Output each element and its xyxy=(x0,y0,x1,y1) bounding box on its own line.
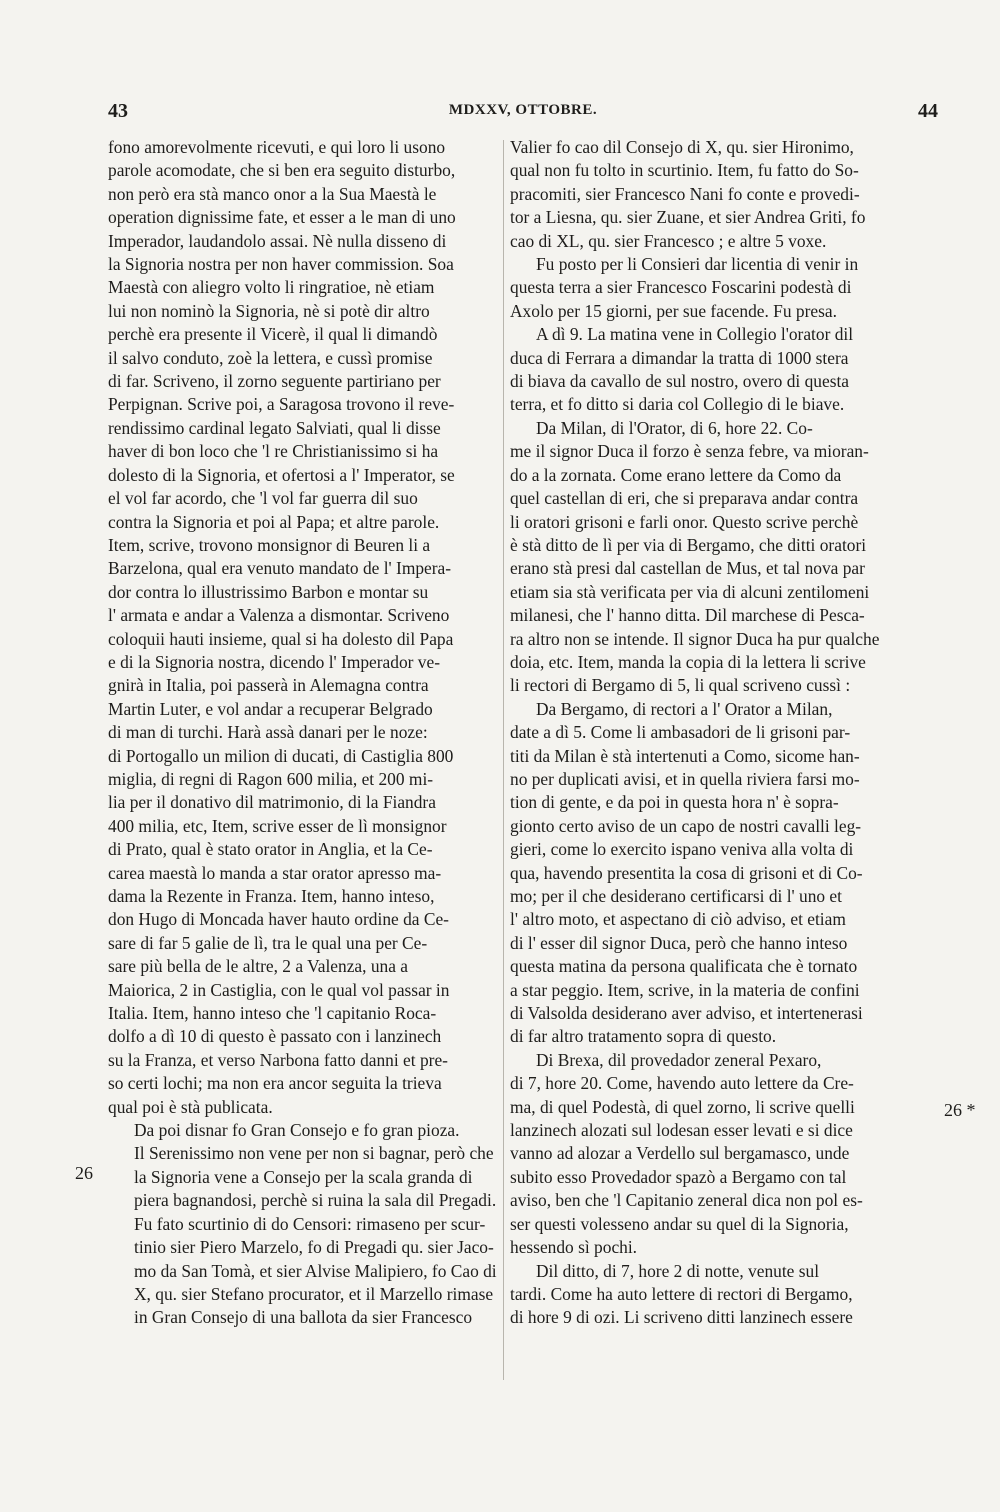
text-line: l' altro moto, et aspectano di ciò adviso, et etiam xyxy=(510,909,846,930)
text-line: gieri, come lo exercito ispano veniva alla volta di xyxy=(510,839,854,860)
text-line: vanno ad alozar a Verdello sul bergamasco, unde xyxy=(510,1143,850,1164)
text-line: operation dignissime fate, et esser a le man di uno xyxy=(108,207,456,228)
running-header xyxy=(108,100,938,126)
page-number-left: 43 xyxy=(108,100,128,122)
paragraph xyxy=(108,136,498,1119)
text-line: Imperador, laudandolo assai. Nè nulla disseno di xyxy=(108,230,447,251)
margin-note-left: 26 xyxy=(75,1163,93,1183)
text-line: gnirà in Italia, poi passerà in Alemagna contra xyxy=(108,675,429,696)
text-line: Martin Luter, e vol andar a recuperar Belgrado xyxy=(108,698,433,719)
column-divider xyxy=(503,140,504,1380)
text-line: date a dì 5. Come li ambasadori de li grisoni par- xyxy=(510,722,851,743)
text-line: Da Bergamo, di rectori a l' Orator a Milan, xyxy=(536,698,833,719)
text-line: X, qu. sier Stefano procurator, et il Marzello rimase xyxy=(134,1283,494,1304)
text-line: sare più bella de le altre, 2 a Valenza, una a xyxy=(108,956,409,977)
text-line: è stà ditto de lì per via di Bergamo, che ditti oratori xyxy=(510,534,867,555)
text-line: etiam sia stà verificata per via di alcuni zentilomeni xyxy=(510,581,870,602)
text-line: mo; per il che desiderano certificarsi di l' uno et xyxy=(510,886,842,906)
text-line: il salvo conduto, zoè la lettera, e cussì promise xyxy=(108,347,433,368)
text-line: lanzinech alozati sul lodesan esser levati e si dice xyxy=(510,1120,853,1141)
text-line: di hore 9 di ozi. Li scriveno ditti lanzinech essere xyxy=(510,1307,853,1328)
text-line: Fu posto per li Consieri dar licentia di venir in xyxy=(536,254,859,275)
text-line: do a la zornata. Come erano lettere da Como da xyxy=(510,464,842,485)
text-line: di Valsolda desiderano aver adviso, et intertenerasi xyxy=(510,1003,863,1024)
text-line: Fu fato scurtinio di do Censori: rimaseno per scur- xyxy=(134,1213,486,1234)
text-line: rendissimo cardinal legato Salviati, qual li disse xyxy=(108,417,441,438)
text-line: haver di bon loco che 'l re Christianissimo si ha xyxy=(108,441,439,462)
left-column xyxy=(108,136,498,1330)
text-line: coloquii hauti insieme, qual si ha dolesto dil Papa xyxy=(108,628,454,649)
text-line: dor contra lo illustrissimo Barbon e montar su xyxy=(108,581,429,602)
text-line: Perpignan. Scrive poi, a Saragosa trovono il reve- xyxy=(108,394,455,415)
text-line: tardi. Come ha auto lettere di rectori di Bergamo, xyxy=(510,1283,853,1304)
text-line: terra, et fo ditto si daria col Collegio di le biave. xyxy=(510,394,845,415)
text-line: la Signoria vene a Consejo per la scala granda di xyxy=(134,1166,473,1187)
text-line: milanesi, che l' hanno ditta. Dil marchese di Pesca- xyxy=(510,605,865,626)
text-line: qua, havendo presentita la cosa di grisoni et di Co- xyxy=(510,862,863,883)
paragraph xyxy=(510,1260,928,1330)
text-line: ra altro non se intende. Il signor Duca ha pur qualche xyxy=(510,628,880,649)
text-line: qual non fu tolto in scurtinio. Item, fu fatto do So- xyxy=(510,160,859,181)
page-number-right: 44 xyxy=(918,100,938,122)
paragraph xyxy=(510,1049,928,1260)
text-line: sare di far 5 galie de lì, tra le qual una per Ce- xyxy=(108,932,428,953)
text-line: Italia. Item, hanno inteso che 'l capitanio Roca- xyxy=(108,1003,437,1024)
text-line: miglia, di regni di Ragon 600 milia, et 200 mi- xyxy=(108,768,434,789)
text-line: questa terra a sier Francesco Foscarini podestà di xyxy=(510,277,852,298)
text-line: li rectori di Bergamo di 5, li qual scriveno cussì : xyxy=(510,675,851,696)
text-line: duca di Ferrara a dimandar la tratta di 1000 stera xyxy=(510,347,849,368)
text-line: aviso, ben che 'l Capitanio zeneral dica non pol es- xyxy=(510,1190,863,1211)
text-line: e di la Signoria nostra, dicendo l' Imperador ve- xyxy=(108,651,441,672)
text-line: tinio sier Piero Marzelo, fo di Pregadi qu. sier Jaco- xyxy=(134,1237,494,1258)
text-line: a star peggio. Item, scrive, in la materia de confini xyxy=(510,979,860,1000)
text-line: questa matina da persona qualificata che è tornato xyxy=(510,956,858,977)
text-line: di Prato, qual è stato orator in Anglia, et la Ce- xyxy=(108,839,433,860)
text-line: Il Serenissimo non vene per non si bagnar, però che xyxy=(134,1143,494,1164)
text-line: dolfo a dì 10 di questo è passato con i lanzinech xyxy=(108,1026,442,1047)
text-line: di far altro tratamento sopra di questo. xyxy=(510,1026,777,1047)
text-line: tor a Liesna, qu. sier Zuane, et sier Andrea Griti, fo xyxy=(510,207,866,228)
text-line: di biava da cavallo de sul nostro, overo di questa xyxy=(510,371,850,392)
text-line: lui non nominò la Signoria, nè si potè dir altro xyxy=(108,300,430,321)
text-line: parole acomodate, che si ben era seguito disturbo, xyxy=(108,160,456,181)
text-line: contra la Signoria et poi al Papa; et altre parole. xyxy=(108,511,440,532)
text-line: qual poi è stà publicata. xyxy=(108,1096,273,1117)
text-line: in Gran Consejo di una ballota da sier Francesco xyxy=(134,1307,473,1328)
margin-note-right: 26 * xyxy=(944,1100,976,1120)
text-line: ma, di quel Podestà, di quel zorno, li scrive quelli xyxy=(510,1096,855,1117)
text-line: me il signor Duca il forzo è senza febre, va mioran- xyxy=(510,441,869,462)
text-line: dama la Rezente in Franza. Item, hanno inteso, xyxy=(108,886,435,906)
text-line: Valier fo cao dil Consejo di X, qu. sier Hironimo, xyxy=(510,137,854,157)
text-line: la Signoria nostra per non haver commission. Soa xyxy=(108,254,454,275)
text-line: so certi lochi; ma non era ancor seguita la trieva xyxy=(108,1073,442,1094)
text-line: el vol far acordo, che 'l vol far guerra dil suo xyxy=(108,488,418,509)
text-line: no per duplicati avisi, et in quella riviera farsi mo- xyxy=(510,768,860,789)
text-line: di man di turchi. Harà assà danari per le noze: xyxy=(108,722,428,743)
text-line: perchè era presente il Vicerè, il qual li dimandò xyxy=(108,324,438,345)
text-line: erano stà presi dal castellan de Mus, et tal nova par xyxy=(510,558,865,579)
text-line: l' armata e andar a Valenza a dismontar. Scriveno xyxy=(108,605,450,626)
text-line: ser questi volesseno andar su quel di la Signoria, xyxy=(510,1213,849,1234)
running-title: MDXXV, OTTOBRE. xyxy=(448,102,598,118)
paragraph xyxy=(510,698,928,1049)
paragraph xyxy=(510,417,928,698)
text-line: su la Franza, et verso Narbona fatto danni et pre- xyxy=(108,1049,448,1070)
text-line: doia, etc. Item, manda la copia di la lettera li scrive xyxy=(510,651,866,672)
text-line: Da poi disnar fo Gran Consejo e fo gran pioza. xyxy=(134,1120,460,1141)
text-line: mo da San Tomà, et sier Alvise Malipiero, fo Cao di xyxy=(134,1260,497,1281)
text-line: di Portogallo un milion di ducati, di Castiglia 800 xyxy=(108,745,454,766)
paragraph xyxy=(510,253,928,323)
paragraph xyxy=(510,323,928,417)
text-line: subito esso Provedador spazò a Bergamo con tal xyxy=(510,1166,847,1187)
text-line: hessendo sì pochi. xyxy=(510,1237,638,1258)
text-line: Axolo per 15 giorni, per sue facende. Fu presa. xyxy=(510,300,837,321)
right-column xyxy=(510,136,928,1330)
text-line: lia per il donativo dil matrimonio, di la Fiandra xyxy=(108,792,436,813)
text-line: tion di gente, e da poi in questa hora n' è sopra- xyxy=(510,792,839,813)
text-line: cao di XL, qu. sier Francesco ; e altre 5 voxe. xyxy=(510,230,827,251)
text-line: Barzelona, qual era venuto mandato de l' Impera- xyxy=(108,558,452,579)
text-line: li oratori grisoni e farli onor. Questo scrive perchè xyxy=(510,511,859,532)
text-line: di 7, hore 20. Come, havendo auto lettere da Cre- xyxy=(510,1073,854,1094)
text-line: Di Brexa, dil provedador zeneral Pexaro, xyxy=(536,1049,822,1070)
text-line: A dì 9. La matina vene in Collegio l'orator dil xyxy=(536,324,854,345)
text-line: Item, scrive, trovono monsignor di Beuren li a xyxy=(108,534,431,555)
text-line: di l' esser dil signor Duca, però che hanno inteso xyxy=(510,932,848,953)
text-line: Dil ditto, di 7, hore 2 di notte, venute sul xyxy=(536,1260,820,1281)
text-line: titi da Milan è stà intertenuti a Como, sicome han- xyxy=(510,745,860,766)
text-line: carea maestà lo manda a star orator apresso ma- xyxy=(108,862,442,883)
paragraph xyxy=(108,1119,498,1330)
text-line: don Hugo di Moncada haver hauto ordine da Ce- xyxy=(108,909,449,930)
text-line: Da Milan, di l'Orator, di 6, hore 22. Co- xyxy=(536,417,813,438)
paragraph xyxy=(510,136,928,253)
text-line: gionto certo aviso de un capo de nostri cavalli leg- xyxy=(510,815,862,836)
text-line: 400 milia, etc, Item, scrive esser de lì monsignor xyxy=(108,815,447,836)
text-line: non però era stà manco onor a la Sua Maestà le xyxy=(108,183,437,204)
text-line: dolesto di la Signoria, et ofertosi a l' Imperator, se xyxy=(108,464,455,485)
text-line: quel castellan di eri, che si preparava andar contra xyxy=(510,488,859,509)
text-line: di far. Scriveno, il zorno seguente partiriano per xyxy=(108,371,441,392)
text-line: fono amorevolmente ricevuti, e qui loro li usono xyxy=(108,137,446,157)
text-line: pracomiti, sier Francesco Nani fo conte e provedi- xyxy=(510,183,860,204)
text-line: Maiorica, 2 in Castiglia, con le qual vol passar in xyxy=(108,979,450,1000)
text-line: Maestà con aliegro volto li ringratioe, nè etiam xyxy=(108,277,435,298)
text-line: piera bagnandosi, perchè si ruina la sala dil Pregadi. xyxy=(134,1190,497,1211)
